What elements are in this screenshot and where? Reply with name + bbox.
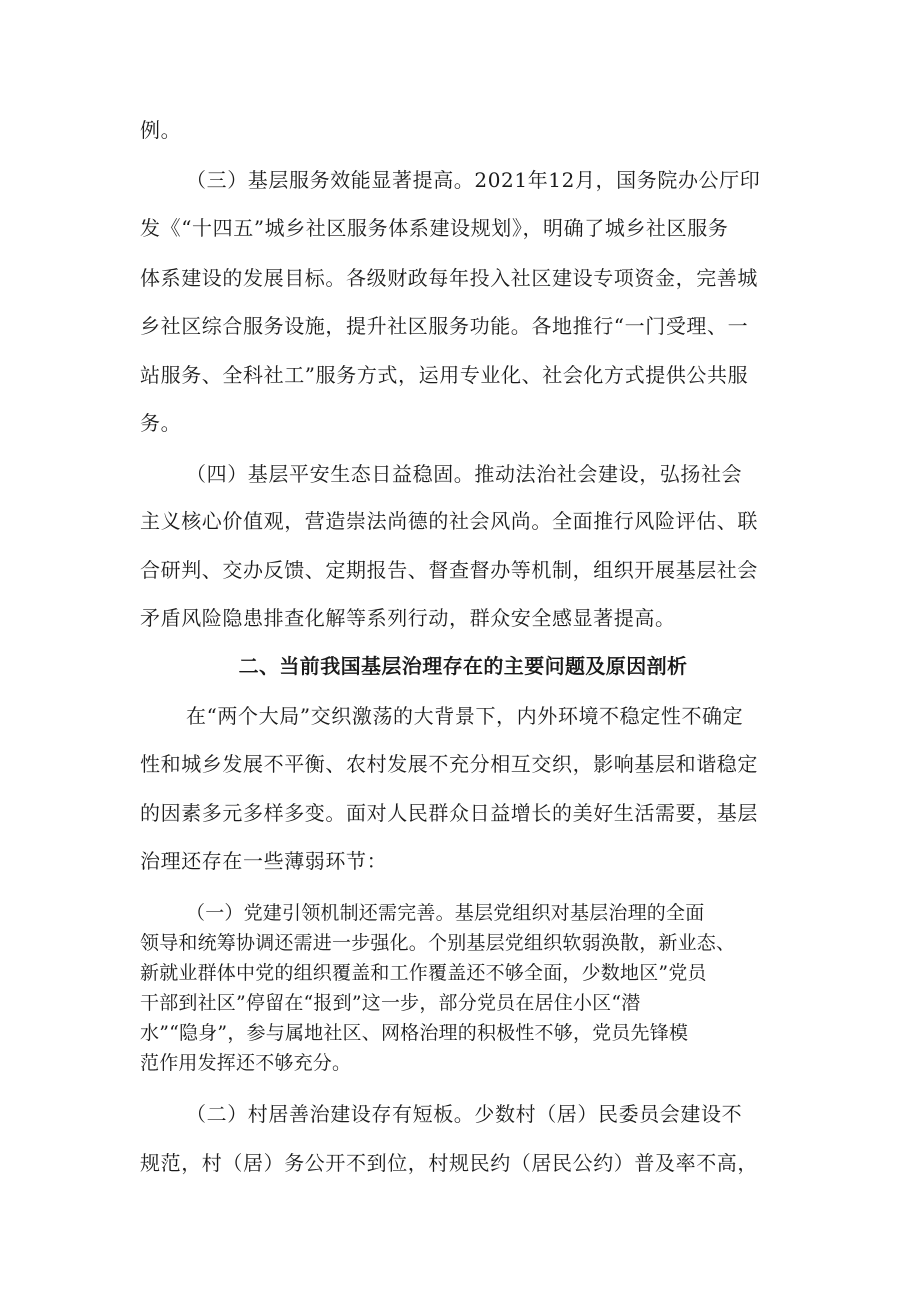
section-heading: 二、当前我国基层治理存在的主要问题及原因剖析 <box>238 654 688 678</box>
paragraph-line: （四）基层平安生态日益稳固。推动法治社会建设，弘扬社会 <box>186 462 743 486</box>
paragraph-line: 发《“十四五”城乡社区服务体系建设规划》，明确了城乡社区服务 <box>140 216 729 240</box>
paragraph-line: 矛盾风险隐患排查化解等系列行动，群众安全感显著提高。 <box>140 606 676 630</box>
paragraph-line: 的因素多元多样多变。面对人民群众日益增长的美好生活需要，基层 <box>140 801 758 825</box>
paragraph-line: 干部到社区”停留在“报到”这一步，部分党员在居住小区“潜 <box>140 992 641 1014</box>
paragraph-line: 性和城乡发展不平衡、农村发展不充分相互交织，影响基层和谐稳定 <box>140 752 758 776</box>
paragraph-line: 在“两个大局”交织激荡的大背景下，内外环境不稳定性不确定 <box>186 704 744 728</box>
paragraph-line: 体系建设的发展目标。各级财政每年投入社区建设专项资金，完善城 <box>140 266 758 290</box>
paragraph-line: 范作用发挥还不够充分。 <box>140 1052 352 1074</box>
paragraph-line: 合研判、交办反馈、定期报告、督查督办等机制，组织开展基层社会 <box>140 558 758 582</box>
paragraph-line: （三）基层服务效能显著提高。2021年12月，国务院办公厅印 <box>186 168 761 192</box>
paragraph-line: （二）村居善治建设存有短板。少数村（居）民委员会建设不 <box>186 1102 743 1126</box>
paragraph-line: 规范，村（居）务公开不到位，村规民约（居民公约）普及率不高， <box>140 1151 758 1175</box>
paragraph-line: 务。 <box>140 411 182 435</box>
paragraph-line: 主义核心价值观，营造崇法尚德的社会风尚。全面推行风险评估、联 <box>140 509 758 533</box>
paragraph-line: 领导和统筹协调还需进一步强化。个别基层党组织软弱涣散，新业态、 <box>140 932 736 954</box>
paragraph-line: （一）党建引领机制还需完善。基层党组织对基层治理的全面 <box>186 902 705 924</box>
paragraph-line: 水”“隐身”，参与属地社区、网格治理的积极性不够，党员先锋模 <box>140 1022 689 1044</box>
paragraph-line: 例。 <box>140 118 182 142</box>
paragraph-line: 治理还存在一些薄弱环节： <box>140 849 388 873</box>
paragraph-line: 站服务、全科社工”服务方式，运用专业化、社会化方式提供公共服 <box>140 363 749 387</box>
paragraph-line: 新就业群体中党的组织覆盖和工作覆盖还不够全面，少数地区”党员 <box>140 962 707 984</box>
paragraph-line: 乡社区综合服务设施，提升社区服务功能。各地推行“一门受理、一 <box>140 314 749 338</box>
